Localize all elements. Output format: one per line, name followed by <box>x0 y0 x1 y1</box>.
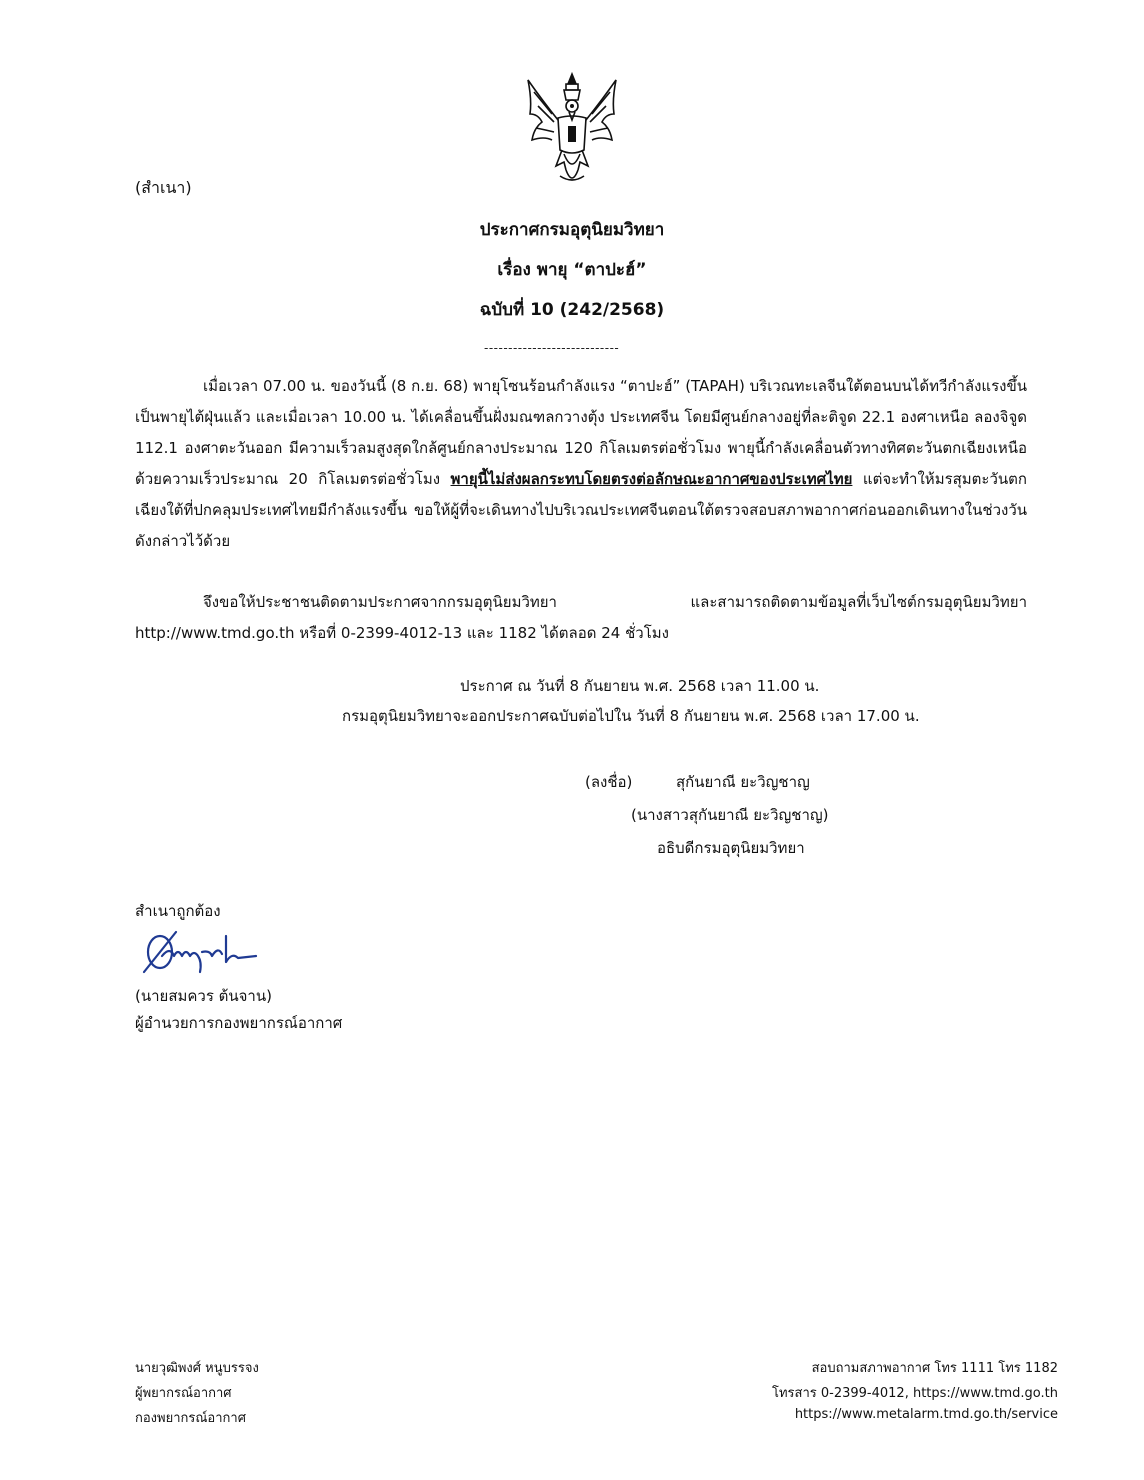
paragraph-1-text-b: แต่จะทำให้มรสุมตะวันตกเฉียงใต้ที่ปกคลุมประเทศไทยมีกำลังแรงขึ้น ขอให้ผู้ที่จะเดินทางไปบริเวณประเทศจีนตอนใต้ตรวจสอบสภาพอากาศก่อนออกเดินทางในช่วงวันดังกล่าวไว้ด้วย <box>135 470 1027 550</box>
sign-label: (ลงชื่อ) <box>585 773 633 791</box>
contact-phone: สอบถามสภาพอากาศ โทร 1111 โทร 1182 <box>811 1361 1058 1376</box>
announcement-number: ฉบับที่ 10 (242/2568) <box>479 300 665 320</box>
signatory-title: อธิบดีกรมอุตุนิยมวิทยา <box>657 839 805 857</box>
certifier-title: ผู้อำนวยการกองพยากรณ์อากาศ <box>135 1014 343 1032</box>
signatory-full-name: (นางสาวสุกันยาณี ยะวิญชาญ) <box>631 806 829 824</box>
contact-fax-web: โทรสาร 0-2399-4012, https://www.tmd.go.th <box>772 1386 1058 1401</box>
announcement-subject: เรื่อง พายุ “ตาปะฮ์” <box>497 260 647 280</box>
signatory-name: สุกันยาณี ยะวิญชาญ <box>676 773 810 791</box>
copy-mark: (สำเนา) <box>135 178 192 197</box>
body-paragraph-1 <box>135 371 1027 557</box>
announcement-title: ประกาศกรมอุตุนิยมวิทยา <box>479 220 665 240</box>
next-announce-date: กรมอุตุนิยมวิทยาจะออกประกาศฉบับต่อไปใน วันที่ 8 กันยายน พ.ศ. 2568 เวลา 17.00 น. <box>342 707 920 725</box>
forecaster-name: นายวุฒิพงศ์ หนูบรรจง <box>135 1361 259 1376</box>
body-paragraph-2: จึงขอให้ประชาชนติดตามประกาศจากกรมอุตุนิยมวิทยา และสามารถติดตามข้อมูลที่เว็บไซต์กรมอุตุนิยมวิทยา http://www.tmd.go.th หรือที่ 0-2399-4012-13 และ 1182 ได้ตลอด 24 ชั่วโมง <box>135 593 1027 642</box>
announce-date: ประกาศ ณ วันที่ 8 กันยายน พ.ศ. 2568 เวลา 11.00 น. <box>460 677 820 695</box>
emphasis-no-impact: พายุนี้ไม่ส่งผลกระทบโดยตรงต่อลักษณะอากาศของประเทศไทย <box>450 470 853 488</box>
certifier-name: (นายสมควร ต้นจาน) <box>135 987 272 1005</box>
garuda-emblem-icon <box>522 70 622 190</box>
forecaster-role: ผู้พยากรณ์อากาศ <box>135 1386 232 1401</box>
title-separator: ---------------------------- <box>484 341 620 355</box>
forecaster-division: กองพยากรณ์อากาศ <box>135 1411 246 1426</box>
certified-copy-label: สำเนาถูกต้อง <box>135 902 221 920</box>
contact-service-url: https://www.metalarm.tmd.go.th/service <box>794 1407 1058 1422</box>
handwritten-signature <box>140 926 260 978</box>
paragraph-1-text-a: เมื่อเวลา 07.00 น. ของวันนี้ (8 ก.ย. 68) พายุโซนร้อนกำลังแรง “ตาปะฮ์” (TAPAH) บริเวณทะเลจีนใต้ตอนบนได้ทวีกำลังแรงขึ้นเป็นพายุไต้ฝุ่นแล้ว และเมื่อเวลา 10.00 น. ได้เคลื่อนขึ้นฝั่งมณฑลกวางตุ้ง ประเทศจีน โดยมีศูนย์กลางอยู่ที่ละติจูด 22.1 องศาเหนือ ลองจิจูด 112.1 องศาตะวันออก มีความเร็วลมสูงสุดใกล้ศูนย์กลางประมาณ 120 กิโลเมตรต่อชั่วโมง พายุนี้กำลังเคลื่อนตัวทางทิศตะวันตกเฉียงเหนือ ด้วยความเร็วประมาณ 20 กิโลเมตรต่อชั่วโมง <box>135 377 1027 488</box>
